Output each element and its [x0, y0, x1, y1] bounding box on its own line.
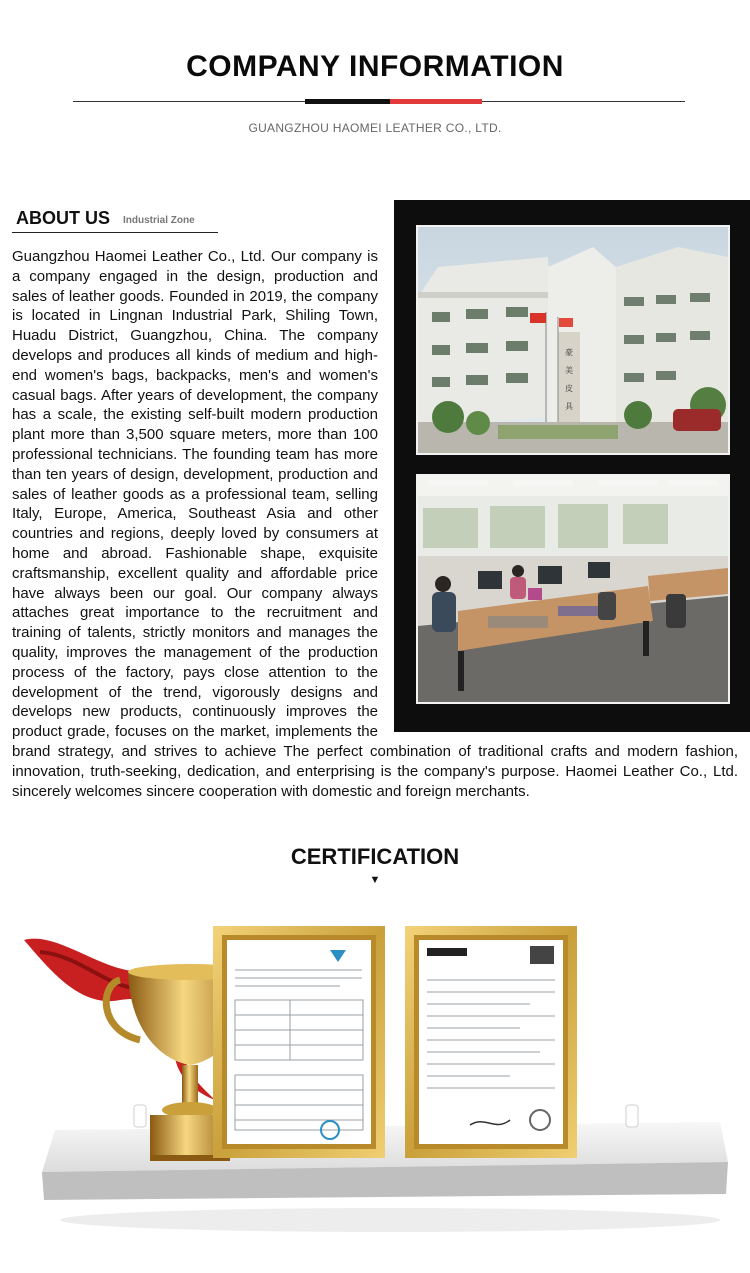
- about-us-heading: ABOUT US: [16, 208, 110, 228]
- svg-text:美: 美: [565, 366, 573, 375]
- about-us-text: Guangzhou Haomei Leather Co., Ltd. Our company is a company engaged in the design, production and sales of leather goods. Founded in 2019, the company is located in Lingnan Industrial Park, Shiling Town, Huadu District, Guangzhou, China. The company develops and produces all kinds of medium and high-end women's bags, backpacks, men's and women's casual bags. After years of development, the company has a scale, the existing self-built modern production plant more than 3,500 square meters, more than 100 professional technicians. The founding team has more than ten years of design, development, production and sales of leather goods as a professional team, selling Italy, Europe, America, Southeast Asia and other countries and regions, deeply loved by consumers at home and abroad. Fashionable shape, exquisite craftsmanship, excellent quality and affordable price have always been our goal. Our company always attaches great importance to the recruitment and training of talents, strictly monitors and manages the quality, improves the management of the production process of the factory, pays close attention to the development of the trend, vigorously designs and develops new products, continuously improves the product grade, focuses on the market, implements the brand strategy, and strives to achieve The perfect combination of traditional crafts and modern fashion, innovation, truth-seeking, dedication, and enterprising is the company's purpose. Haomei Leather Co., Ltd. sincerely welcomes sincere cooperation with domestic and foreign merchants.: [12, 248, 738, 800]
- shelf-bracket-left: [134, 1105, 146, 1127]
- title-divider-accent-dark: [305, 99, 390, 104]
- shelf-bracket-right: [626, 1105, 638, 1127]
- svg-text:具: 具: [565, 402, 573, 411]
- page-title: COMPANY INFORMATION: [186, 50, 564, 83]
- about-us-body: [12, 247, 738, 801]
- about-us-tag: Industrial Zone: [123, 215, 195, 226]
- down-arrow-icon: ▼: [369, 874, 381, 886]
- certification-display: [0, 900, 750, 1268]
- photo-float-spacer: [378, 247, 738, 725]
- certificate-frame-1: [213, 926, 385, 1158]
- svg-text:皮: 皮: [565, 384, 573, 393]
- company-name-subtitle: GUANGZHOU HAOMEI LEATHER CO., LTD.: [248, 121, 502, 135]
- certification-heading: CERTIFICATION: [290, 844, 460, 869]
- svg-text:豪: 豪: [565, 348, 573, 357]
- title-divider-accent-red: [390, 99, 482, 104]
- about-us-underline: [12, 232, 218, 233]
- certificate-frame-2: [405, 926, 577, 1158]
